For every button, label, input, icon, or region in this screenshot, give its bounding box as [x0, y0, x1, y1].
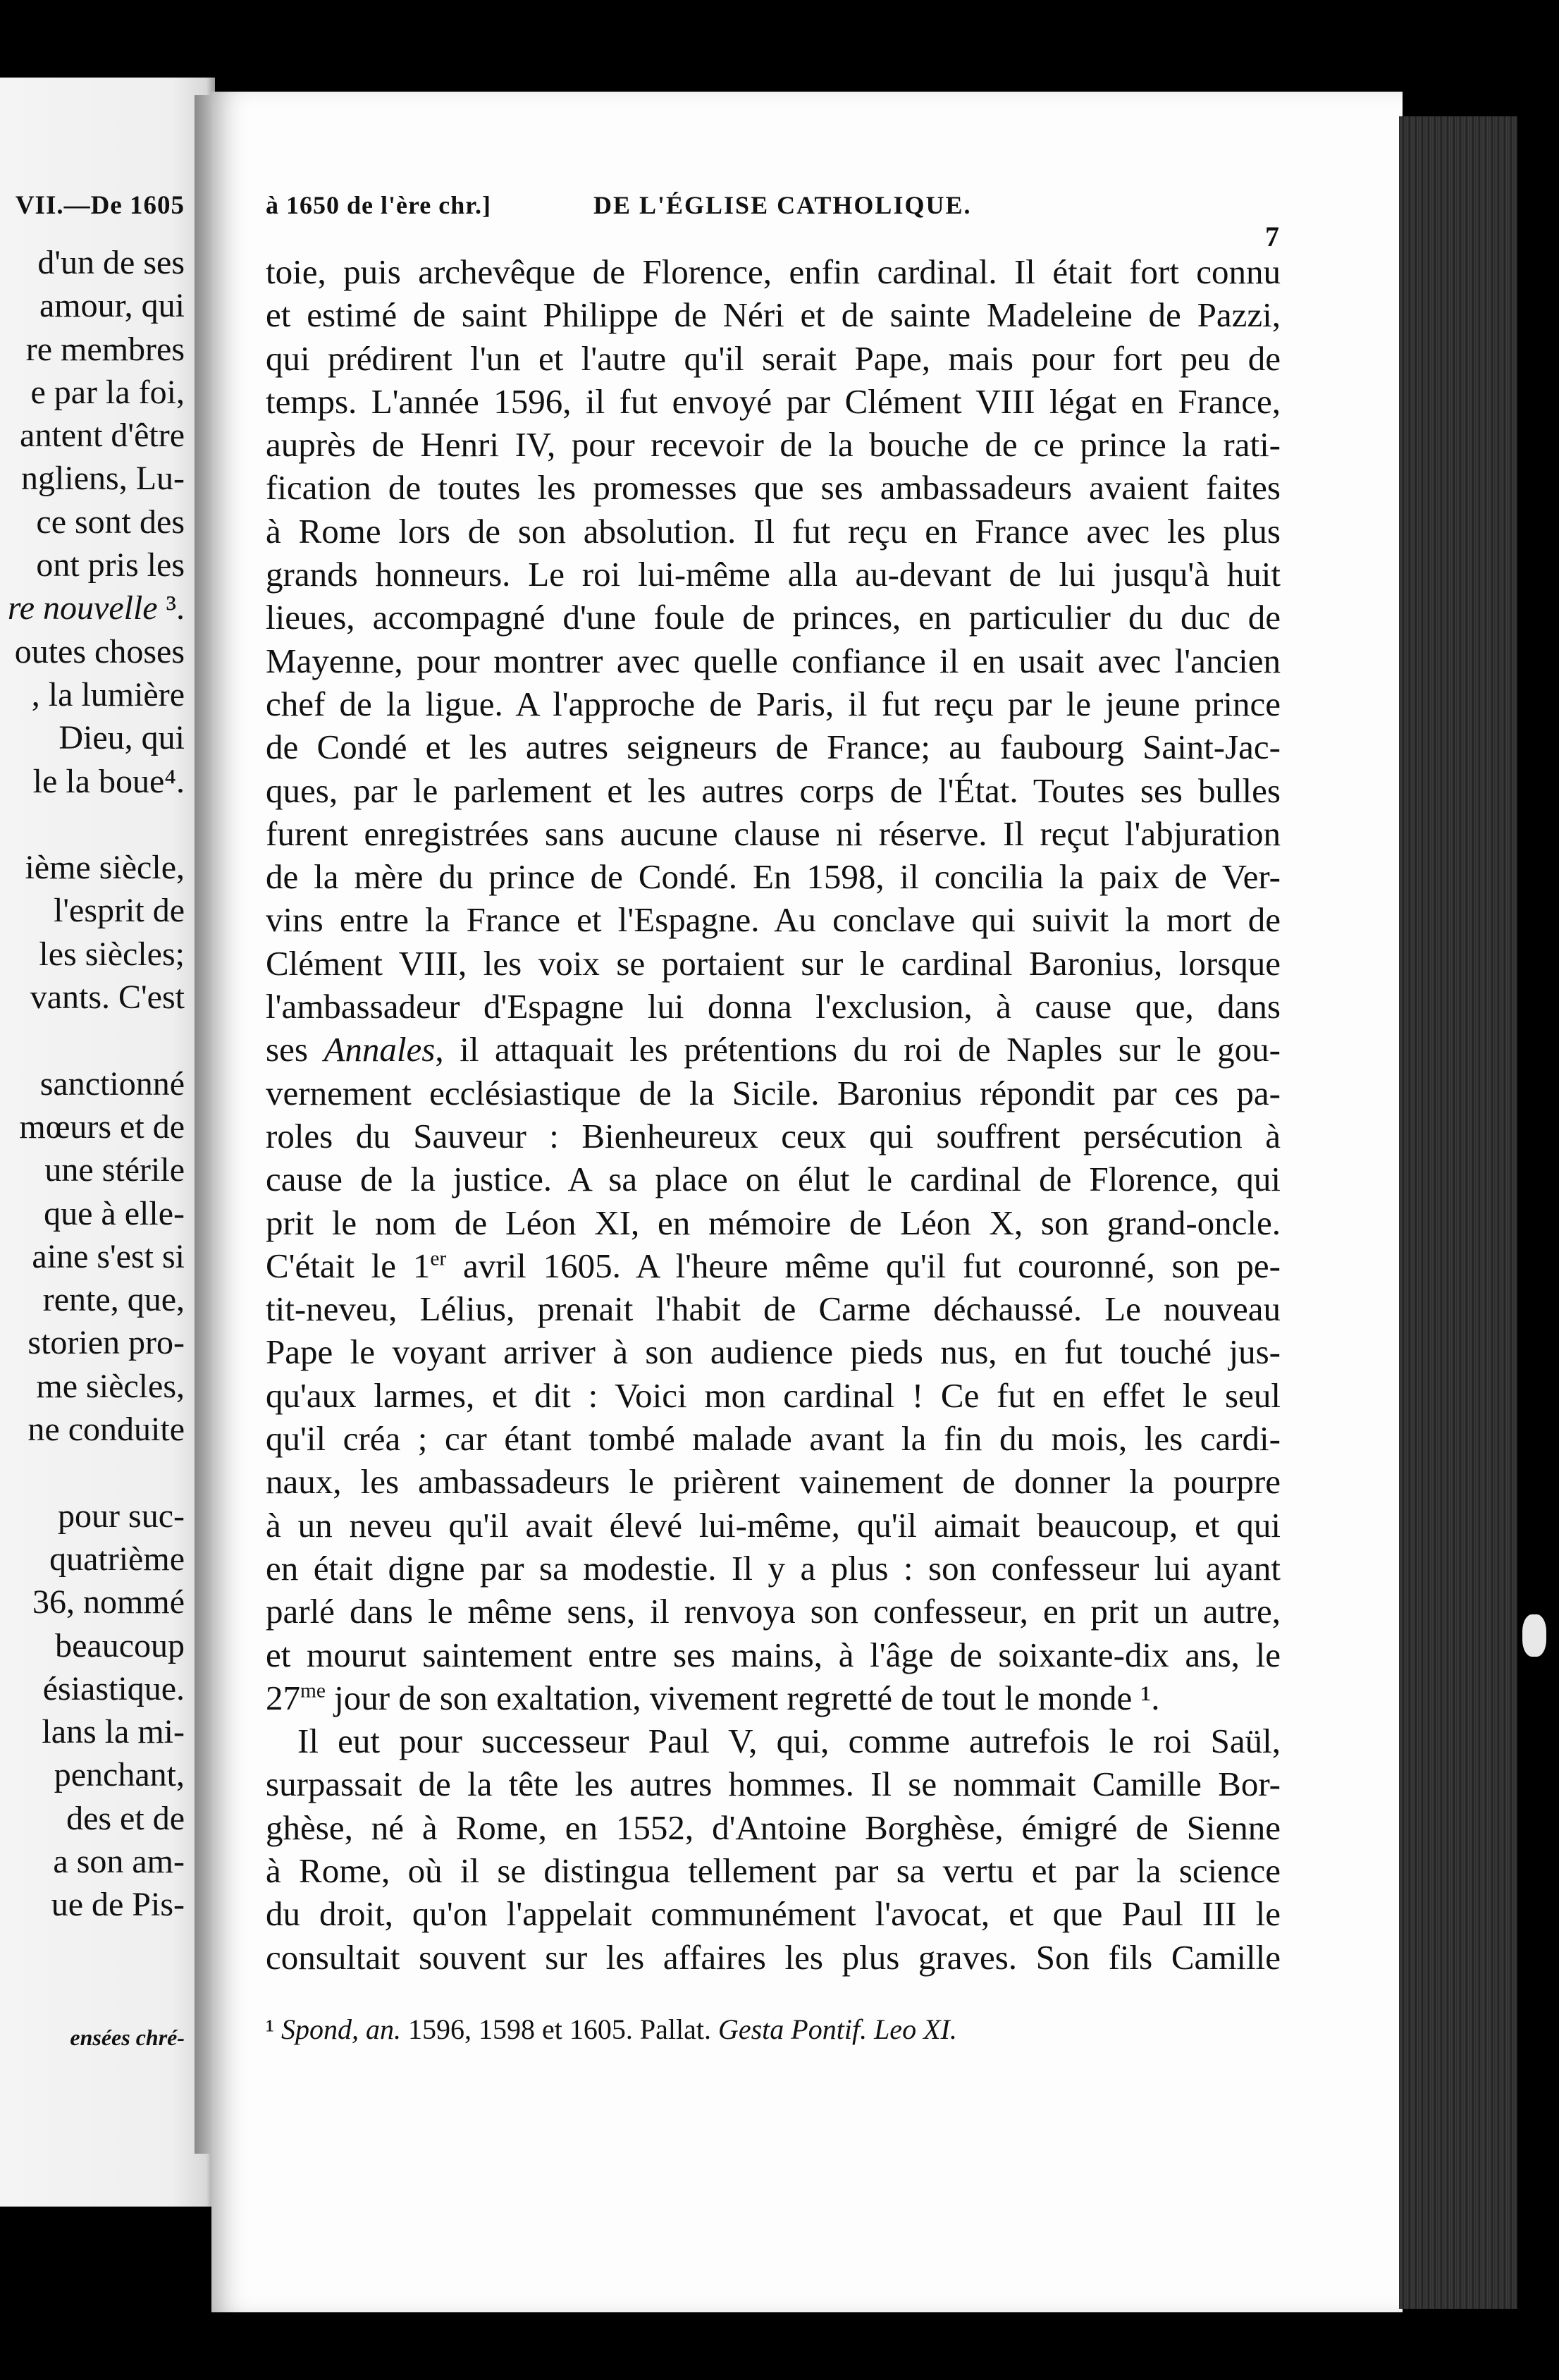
left-page-line: aine s'est si — [32, 1237, 185, 1275]
left-page-line: l'esprit de — [54, 892, 185, 930]
text-line: qui prédirent l'un et l'autre qu'il serait Pape, mais pour fort peu de — [266, 338, 1281, 378]
page-edges — [1399, 116, 1517, 2309]
text-line: Clément VIII, les voix se portaient sur le cardinal Baronius, lorsque — [266, 943, 1281, 983]
text-line: grands honneurs. Le roi lui-même alla au-devant de lui jusqu'à huit — [266, 555, 1281, 594]
text-line: surpassait de la tête les autres hommes. Il se nommait Camille Bor- — [266, 1765, 1281, 1804]
text-line: ghèse, né à Rome, en 1552, d'Antoine Borghèse, émigré de Sienne — [266, 1808, 1281, 1847]
left-page-line: , la lumière — [31, 675, 185, 713]
left-page-line: quatrième — [49, 1540, 185, 1578]
text-line: prit le nom de Léon XI, en mémoire de Léon X, son grand-oncle. — [266, 1203, 1281, 1242]
text-line: furent enregistrées sans aucune clause ni réserve. Il reçut l'abjuration — [266, 814, 1281, 853]
left-page-line: me siècles, — [36, 1367, 185, 1405]
left-page-line: lans la mi- — [42, 1713, 185, 1751]
left-page-line: storien pro- — [27, 1324, 185, 1362]
left-page-line: pour suc- — [58, 1497, 185, 1535]
text-line: à Rome, où il se distingua tellement par sa vertu et par la science — [266, 1851, 1281, 1890]
left-page-line: ce sont des — [36, 503, 185, 541]
left-page-line: Dieu, qui — [58, 719, 185, 757]
header-title: DE L'ÉGLISE CATHOLIQUE. — [593, 191, 972, 219]
left-page-line: mœurs et de — [19, 1108, 185, 1146]
text-line: vins entre la France et l'Espagne. Au conclave qui suivit la mort de — [266, 900, 1281, 940]
left-page-line: d'un de ses — [37, 244, 185, 281]
text-line: et mourut saintement entre ses mains, à l'âge de soixante-dix ans, le — [266, 1635, 1281, 1674]
text-line: auprès de Henri IV, pour recevoir de la bouche de ce prince la rati- — [266, 425, 1281, 465]
left-page-line: vants. C'est — [30, 979, 185, 1017]
left-page-line: e par la foi, — [30, 373, 185, 411]
left-page-line: re membres — [25, 330, 185, 368]
text-line: à Rome lors de son absolution. Il fut reçu en France avec les plus — [266, 511, 1281, 551]
left-page-line — [0, 1451, 185, 1494]
text-line: fication de toutes les promesses que ses ambassadeurs avaient faites — [266, 468, 1281, 508]
text-line: parlé dans le même sens, il renvoya son confesseur, en prit un autre, — [266, 1592, 1281, 1631]
text-line: naux, les ambassadeurs le prièrent vainement de donner la pourpre — [266, 1462, 1281, 1502]
left-page-line: antent d'être — [20, 417, 185, 455]
left-page-line: ont pris les — [36, 546, 185, 584]
footnote: ¹ Spond, an. 1596, 1598 et 1605. Pallat. Gesta Pontif. Leo XI. — [266, 2013, 957, 2045]
left-page-line: sanctionné — [39, 1065, 185, 1103]
left-page-line: ue de Pis- — [51, 1886, 185, 1924]
text-line: chef de la ligue. A l'approche de Paris, il fut reçu par le jeune prince — [266, 684, 1281, 723]
left-page-line — [0, 1019, 185, 1062]
left-page-header: VII.—De 1605 — [15, 191, 185, 220]
text-line: à un neveu qu'il avait élevé lui-même, qu'il aimait beaucoup, et qui — [266, 1505, 1281, 1545]
page-stain — [1522, 1614, 1546, 1657]
text-line: temps. L'année 1596, il fut envoyé par Clément VIII légat en France, — [266, 381, 1281, 421]
left-page-line: a son am- — [53, 1842, 185, 1880]
text-line: $27^{me}$ jour de son exaltation, vivement regretté de tout le monde ¹. — [266, 1678, 1160, 1717]
body-text — [266, 250, 1281, 1979]
text-line: de la mère du prince de Condé. En 1598, il concilia la paix de Ver- — [266, 857, 1281, 897]
left-page-line: outes choses — [14, 632, 185, 670]
text-line: vernement ecclésiastique de la Sicile. Baronius répondit par ces pa- — [266, 1073, 1281, 1112]
text-line: Pape le voyant arriver à son audience pieds nus, en fut touché jus- — [266, 1332, 1281, 1372]
left-page-line: amour, qui — [39, 287, 185, 325]
left-page-line: les siècles; — [39, 935, 185, 973]
left-page-line: ngliens, Lu- — [21, 460, 185, 498]
text-line: qu'aux larmes, et dit : Voici mon cardinal ! Ce fut en effet le seul — [266, 1375, 1281, 1415]
text-line: consultait souvent sur les affaires les plus graves. Son fils Camille — [266, 1937, 1281, 1977]
left-page — [0, 78, 215, 2207]
left-page-footnote: ensées chré- — [70, 2025, 185, 2050]
left-page-line: des et de — [66, 1799, 185, 1837]
left-page-line: ne conduite — [27, 1411, 185, 1449]
text-line: de Condé et les autres seigneurs de France; au faubourg Saint-Jac- — [266, 728, 1281, 767]
text-line: tit-neveu, Lélius, prenait l'habit de Carme déchaussé. Le nouveau — [266, 1289, 1281, 1329]
left-page-line: 36, nommé — [32, 1583, 185, 1621]
text-line: roles du Sauveur : Bienheureux ceux qui souffrent persécution à — [266, 1116, 1281, 1155]
left-page-text — [0, 241, 185, 1927]
text-line: cause de la justice. A sa place on élut le cardinal de Florence, qui — [266, 1160, 1281, 1199]
left-page-line: re nouvelle ³. — [7, 589, 185, 627]
text-line: en était digne par sa modestie. Il y a plus : son confesseur lui ayant — [266, 1548, 1281, 1588]
text-line: du droit, qu'on l'appelait communément l'avocat, et que Paul III le — [266, 1894, 1281, 1934]
text-line: l'ambassadeur d'Espagne lui donna l'exclusion, à cause que, dans — [266, 987, 1281, 1026]
text-line: et estimé de saint Philippe de Néri et de sainte Madeleine de Pazzi, — [266, 295, 1281, 335]
left-page-line: le la boue⁴. — [32, 762, 185, 800]
text-line: lieues, accompagné d'une foule de princes, en particulier du duc de — [266, 598, 1281, 637]
left-page-line — [0, 803, 185, 846]
header-date-range: à 1650 de l'ère chr.] — [266, 191, 491, 219]
left-page-line: ésiastique. — [42, 1669, 185, 1707]
left-page-line: une stérile — [44, 1151, 185, 1189]
text-line: qu'il créa ; car étant tombé malade avant la fin du mois, les cardi- — [266, 1419, 1281, 1459]
left-page-line: que à elle- — [44, 1194, 185, 1232]
left-page-line: penchant, — [54, 1756, 185, 1794]
page-number: 7 — [1265, 221, 1280, 252]
text-line: Il eut pour successeur Paul V, qui, comme autrefois le roi Saül, — [297, 1722, 1281, 1761]
left-page-line: ième siècle, — [25, 849, 185, 887]
left-page-line: rente, que, — [42, 1281, 185, 1319]
text-line: ques, par le parlement et les autres corps de l'État. Toutes ses bulles — [266, 771, 1281, 810]
left-page-line: beaucoup — [55, 1626, 185, 1664]
text-line: ses Annales, il attaquait les prétentions du roi de Naples sur le gou- — [266, 1030, 1281, 1069]
text-line: toie, puis archevêque de Florence, enfin cardinal. Il était fort connu — [266, 252, 1281, 291]
text-line: Mayenne, pour montrer avec quelle confiance il en usait avec l'ancien — [266, 641, 1281, 680]
text-line: C'était le 1er avril 1605. A l'heure même qu'il fut couronné, son pe- — [266, 1246, 1281, 1285]
running-header — [266, 190, 1281, 252]
